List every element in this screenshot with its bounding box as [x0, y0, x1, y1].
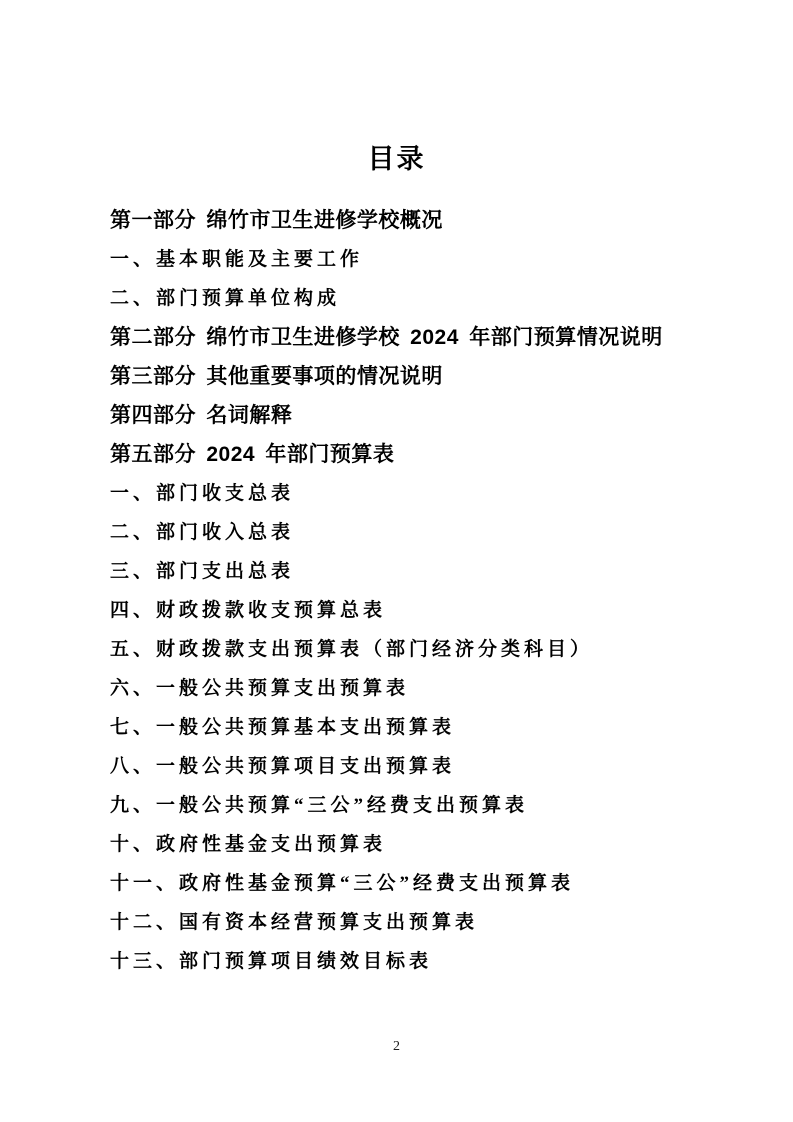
page-number: 2 — [393, 1039, 400, 1054]
toc-item: 五、财政拨款支出预算表（部门经济分类科目） — [110, 639, 594, 660]
page-title: 目录 — [367, 144, 426, 174]
toc-item: 七、一般公共预算基本支出预算表 — [110, 717, 456, 738]
toc-item: 十三、部门预算项目绩效目标表 — [110, 951, 433, 972]
toc-item: 八、一般公共预算项目支出预算表 — [110, 756, 456, 777]
toc-item: 二、部门收入总表 — [110, 522, 295, 543]
toc-item: 十二、国有资本经营预算支出预算表 — [110, 912, 479, 933]
toc-item: 十、政府性基金支出预算表 — [110, 834, 387, 855]
toc-part-heading: 第三部分 其他重要事项的情况说明 — [110, 365, 443, 388]
toc-item: 九、一般公共预算“三公”经费支出预算表 — [110, 795, 529, 816]
toc-item: 一、部门收支总表 — [110, 483, 295, 504]
toc-item: 一、基本职能及主要工作 — [110, 249, 364, 270]
toc-part-heading: 第四部分 名词解释 — [110, 404, 293, 427]
toc-item: 六、一般公共预算支出预算表 — [110, 678, 410, 699]
toc-part-heading: 第二部分 绵竹市卫生进修学校 2024 年部门预算情况说明 — [110, 326, 663, 349]
toc-item: 十一、政府性基金预算“三公”经费支出预算表 — [110, 873, 575, 894]
toc-list — [110, 201, 710, 981]
toc-item: 四、财政拨款收支预算总表 — [110, 600, 387, 621]
toc-item: 三、部门支出总表 — [110, 561, 295, 582]
toc-part-heading: 第五部分 2024 年部门预算表 — [110, 443, 395, 466]
toc-part-heading: 第一部分 绵竹市卫生进修学校概况 — [110, 209, 443, 232]
toc-item: 二、部门预算单位构成 — [110, 288, 341, 309]
